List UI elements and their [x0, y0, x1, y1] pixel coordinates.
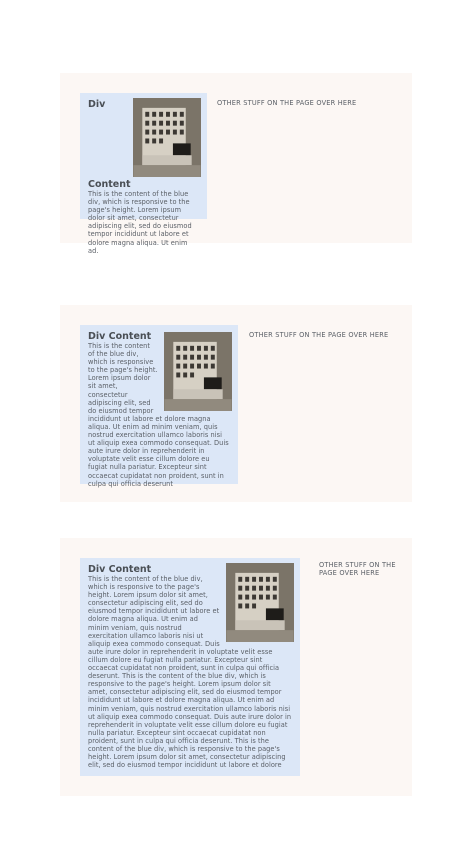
building-illustration [164, 332, 232, 411]
div-heading: Div Content [88, 331, 152, 342]
div-body-text: This is the content of the blue div, which is responsive to the page's height. Lorem ipsum dolor sit amet, consectetur adipiscing elit, sed do eiusmod tempor incididunt ut labore et dolore magna aliqua. Ut enim ad minim veniam, quis nostrud exercitation ullamco laboris nisi ut aliquip exea commodo consequat. Duis aute irure dolor in reprehenderit in voluptate velit esse cillum dolore eu fugiat nulla pariatur. Excepteur sint occaecat cupidatat non proident, sunt in culpa qui officia deserunt [88, 342, 229, 488]
blue-div [80, 325, 238, 488]
other-stuff-text: OTHER STUFF ON THE PAGE OVER HERE [249, 331, 389, 339]
example-panel-3 [60, 538, 412, 796]
blue-div [80, 93, 207, 255]
div-heading: Div Content [88, 564, 152, 575]
building-image [164, 332, 232, 411]
div-body-text: This is the content of the blue div, which is responsive to the page's height. Lorem ipsum dolor sit amet, consectetur adipiscing elit, sed do eiusmod tempor incididunt ut labore et dolore magna aliqua. Ut enim ad. [88, 190, 192, 255]
building-image [133, 98, 201, 177]
blue-div [80, 558, 300, 776]
other-stuff-text: OTHER STUFF ON THE PAGE OVER HERE [217, 99, 357, 107]
div-body-text: This is the content of the blue div, which is responsive to the page's height. Lorem ipsum dolor sit amet, consectetur adipiscing elit, sed do eiusmod tempor incididunt ut labore et dolore magna aliqua. Ut enim ad minim veniam, quis nostrud exercitation ullamco laboris nisi ut aliquip exea commodo consequat. Duis aute irure dolor in reprehenderit in voluptate velit esse cillum dolore eu fugiat nulla pariatur. Excepteur sint occaecat cupidatat non proident, sunt in culpa qui officia deserunt. This is the content of the blue div, which is responsive to the page's height. Lorem ipsum dolor sit amet, consectetur adipiscing elit, sed do eiusmod tempor incididunt ut labore et dolore magna aliqua. Ut enim ad minim veniam, quis nostrud exercitation ullamco laboris nisi ut aliquip exea commodo consequat. Duis aute irure dolor in reprehenderit in voluptate velit esse cillum dolore eu fugiat nulla pariatur. Excepteur sint occaecat cupidatat non proident, sunt in culpa qui officia deserunt. This is the content of the blue div, which is responsive to the page's height. Lorem ipsum dolor sit amet, consectetur adipiscing elit, sed do eiusmod tempor incididunt ut labore et dolore [88, 575, 292, 770]
building-illustration [226, 563, 294, 642]
example-panel-2 [60, 305, 412, 502]
example-panel-1 [60, 73, 412, 255]
div-heading: Div Content [88, 99, 131, 190]
building-image [226, 563, 294, 642]
other-stuff-text: OTHER STUFF ON THE PAGE OVER HERE [319, 561, 396, 578]
building-illustration [133, 98, 201, 177]
